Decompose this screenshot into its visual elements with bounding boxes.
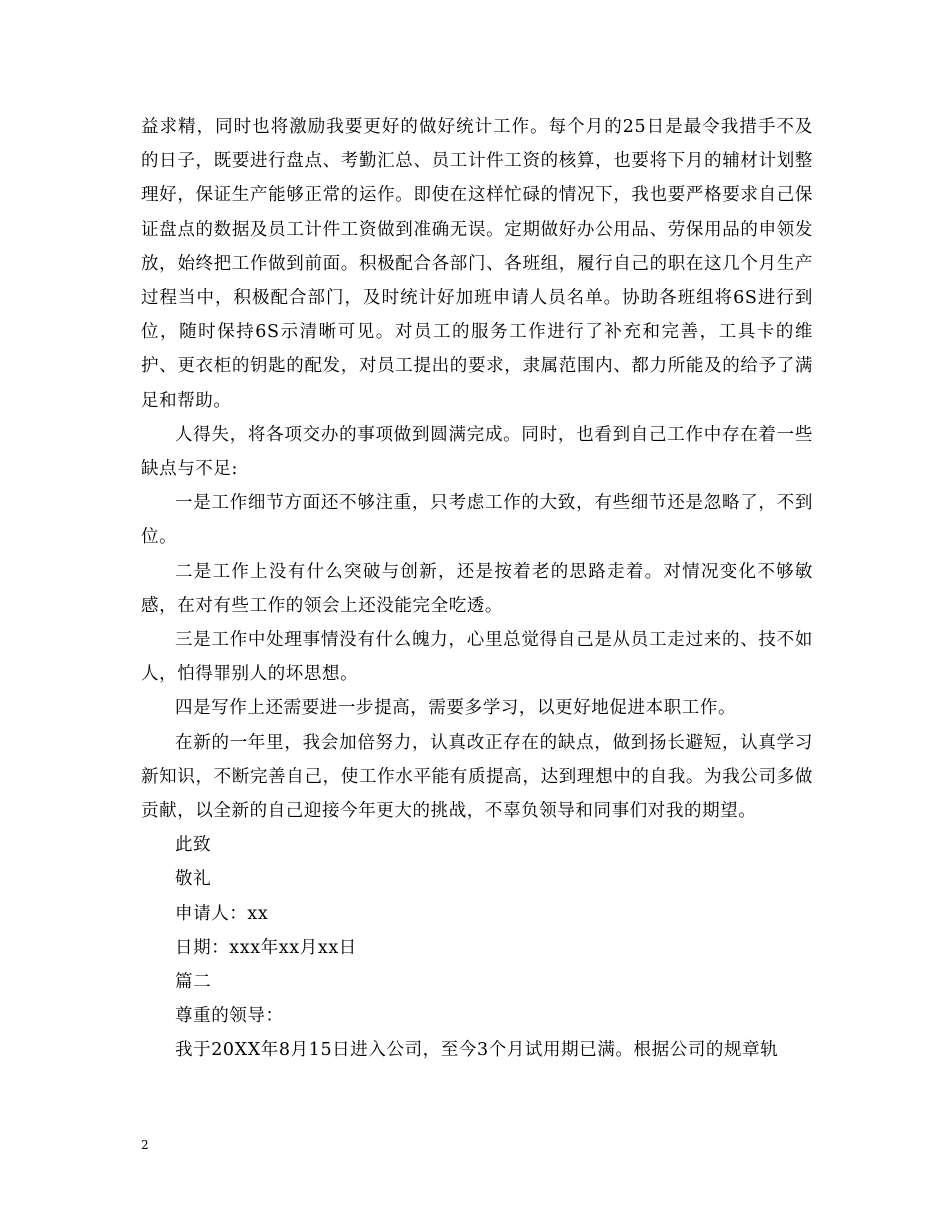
salutation: 尊重的领导： — [175, 1006, 284, 1027]
closing-line: 敬礼 — [175, 869, 212, 890]
body-paragraph: 四是写作上还需要进一步提高，需要多学习，以更好地促进本职工作。 — [175, 698, 737, 719]
signature-date: 日期：xxx年xx月xx日 — [175, 937, 357, 958]
signature-applicant: 申请人：xx — [175, 903, 269, 924]
body-paragraph: 益求精，同时也将激励我要更好的做好统计工作。每个月的25日是最令我措手不及的日子，既要进行盘点、考勤汇总、员工计件工资的核算，也要将下月的辅材计划整理好，保证生产能够正常的运作。即使在这样忙碌的情况下，我也要严格要求自己保证盘点的数据及员工计件工资做到准确无误。定期做好办公用品、劳保用品的申领发放，始终把工作做到前面。积极配合各部门、各班组，履行自己的职在这几个月生产过程当中，积极配合部门，及时统计好加班申请人员名单。协助各班组将6S进行到位，随时保持6S示清晰可见。对员工的服务工作进行了补充和完善，工具卡的维护、更衣柜的钥匙的配发，对员工提出的要求，隶属范围内、都力所能及的给予了满足和帮助。 — [141, 117, 813, 411]
body-paragraph: 一是工作细节方面还不够注重，只考虑工作的大致，有些细节还是忽略了，不到位。 — [141, 493, 813, 548]
closing-line: 此致 — [175, 835, 212, 856]
body-paragraph: 在新的一年里，我会加倍努力，认真改正存在的缺点，做到扬长避短，认真学习新知识，不断完善自己，使工作水平能有质提高，达到理想中的自我。为我公司多做贡献，以全新的自己迎接今年更大的挑战，不辜负领导和同事们对我的期望。 — [141, 732, 813, 822]
body-paragraph: 我于20XX年8月15日进入公司，至今3个月试用期已满。根据公司的规章轨 — [175, 1040, 779, 1061]
page-number: 2 — [141, 1138, 149, 1152]
section-heading: 篇二 — [175, 972, 212, 993]
body-paragraph: 三是工作中处理事情没有什么魄力，心里总觉得自己是从员工走过来的、技不如人，怕得罪别人的坏思想。 — [141, 630, 813, 685]
body-paragraph: 二是工作上没有什么突破与创新，还是按着老的思路走着。对情况变化不够敏感，在对有些工作的领会上还没能完全吃透。 — [141, 561, 813, 616]
body-paragraph: 人得失，将各项交办的事项做到圆满完成。同时，也看到自己工作中存在着一些缺点与不足: — [141, 424, 813, 480]
document-body — [141, 110, 813, 1068]
